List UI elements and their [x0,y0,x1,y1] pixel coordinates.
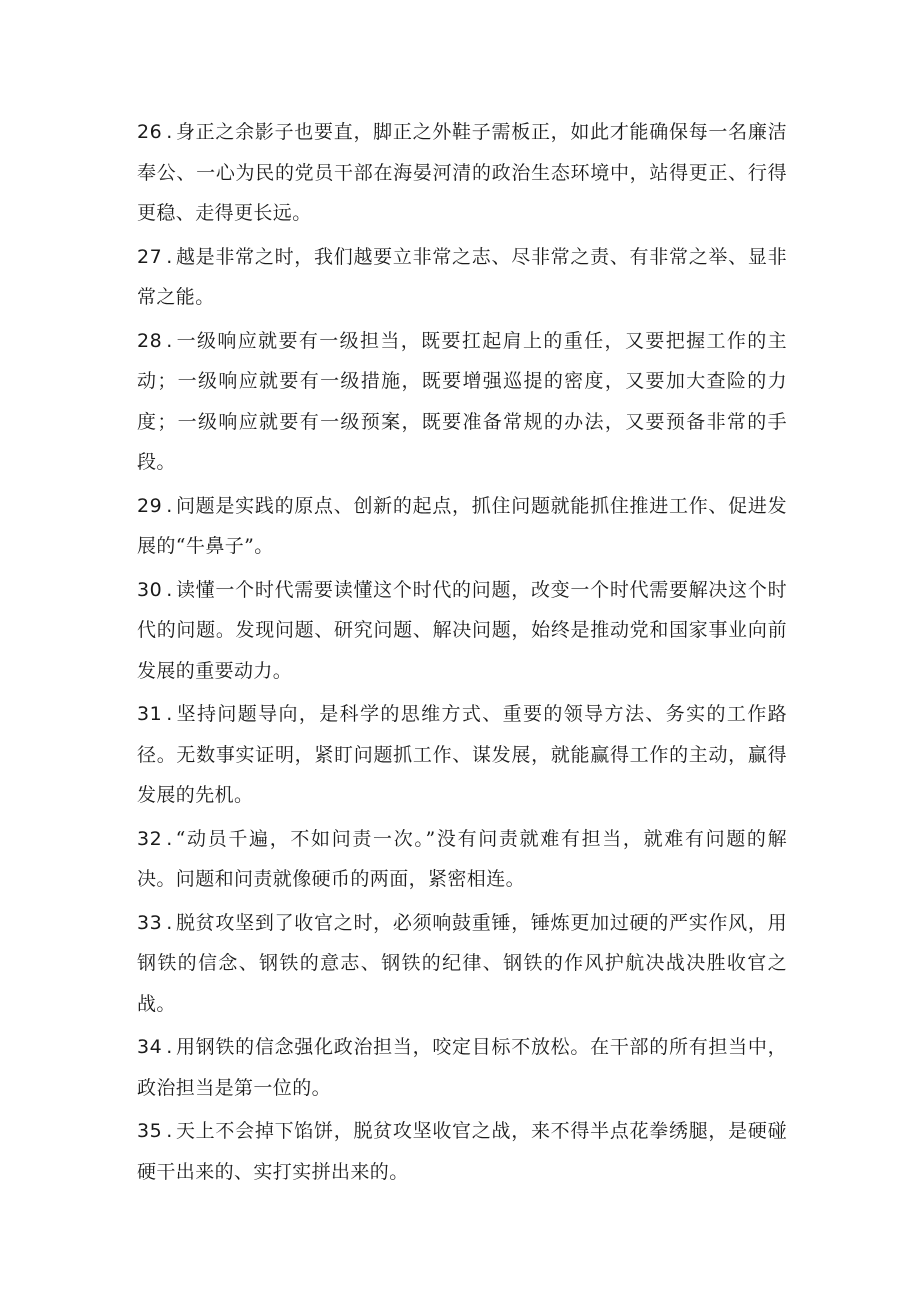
item-text: 越是非常之时，我们越要立非常之志、尽非常之责、有非常之举、显非常之能。 [137,245,787,308]
item-number: 30 [137,578,163,601]
list-item [137,570,787,692]
item-dot: . [166,911,173,934]
list-item [137,1111,787,1192]
item-dot: . [166,121,173,143]
list-item [137,321,787,483]
item-dot: . [166,1036,173,1058]
item-text: 问题是实践的原点、创新的起点，抓住问题就能抓住推进工作、促进发展的“牛鼻子”。 [137,494,787,557]
document-body [137,112,787,1195]
item-dot: . [166,245,173,268]
item-number: 27 [137,245,163,268]
item-text: 用钢铁的信念强化政治担当，咬定目标不放松。在干部的所有担当中，政治担当是第一位的。 [137,1036,787,1099]
item-dot: . [166,703,173,725]
item-dot: . [166,329,173,352]
item-text: “动员千遍，不如问责一次。”没有问责就难有担当，就难有问题的解决。问题和问责就像硬币的两面，紧密相连。 [137,827,787,890]
item-text: 身正之余影子也要直，脚正之外鞋子需板正，如此才能确保每一名廉洁奉公、一心为民的党员干部在海晏河清的政治生态环境中，站得更正、行得更稳、走得更长远。 [137,121,787,224]
list-item [137,694,787,816]
list-item [137,237,787,318]
item-number: 32 [137,827,163,850]
item-dot: . [166,578,173,601]
item-number: 35 [137,1120,163,1142]
list-item [137,903,787,1025]
list-item [137,112,787,234]
item-number: 28 [137,329,163,352]
list-item [137,819,787,900]
item-number: 34 [137,1036,163,1058]
item-text: 坚持问题导向，是科学的思维方式、重要的领导方法、务实的工作路径。无数事实证明，紧盯问题抓工作、谋发展，就能赢得工作的主动，赢得发展的先机。 [137,703,787,806]
item-number: 26 [137,121,163,143]
item-number: 31 [137,703,163,725]
item-text: 一级响应就要有一级担当，既要扛起肩上的重任，又要把握工作的主动；一级响应就要有一级措施，既要增强巡提的密度，又要加大查险的力度；一级响应就要有一级预案，既要准备常规的办法，又要预备非常的手段。 [137,329,787,473]
item-number: 33 [137,911,163,934]
item-dot: . [166,494,173,517]
item-dot: . [166,827,173,850]
item-dot: . [166,1120,173,1142]
item-text: 脱贫攻坚到了收官之时，必须响鼓重锤，锤炼更加过硬的严实作风，用钢铁的信念、钢铁的意志、钢铁的纪律、钢铁的作风护航决战决胜收官之战。 [137,911,787,1015]
item-text: 天上不会掉下馅饼，脱贫攻坚收官之战，来不得半点花拳绣腿，是硬碰硬干出来的、实打实拼出来的。 [137,1120,787,1183]
list-item [137,486,787,567]
list-item [137,1027,787,1108]
item-number: 29 [137,494,163,517]
item-text: 读懂一个时代需要读懂这个时代的问题，改变一个时代需要解决这个时代的问题。发现问题、研究问题、解决问题，始终是推动党和国家事业向前发展的重要动力。 [137,578,787,682]
